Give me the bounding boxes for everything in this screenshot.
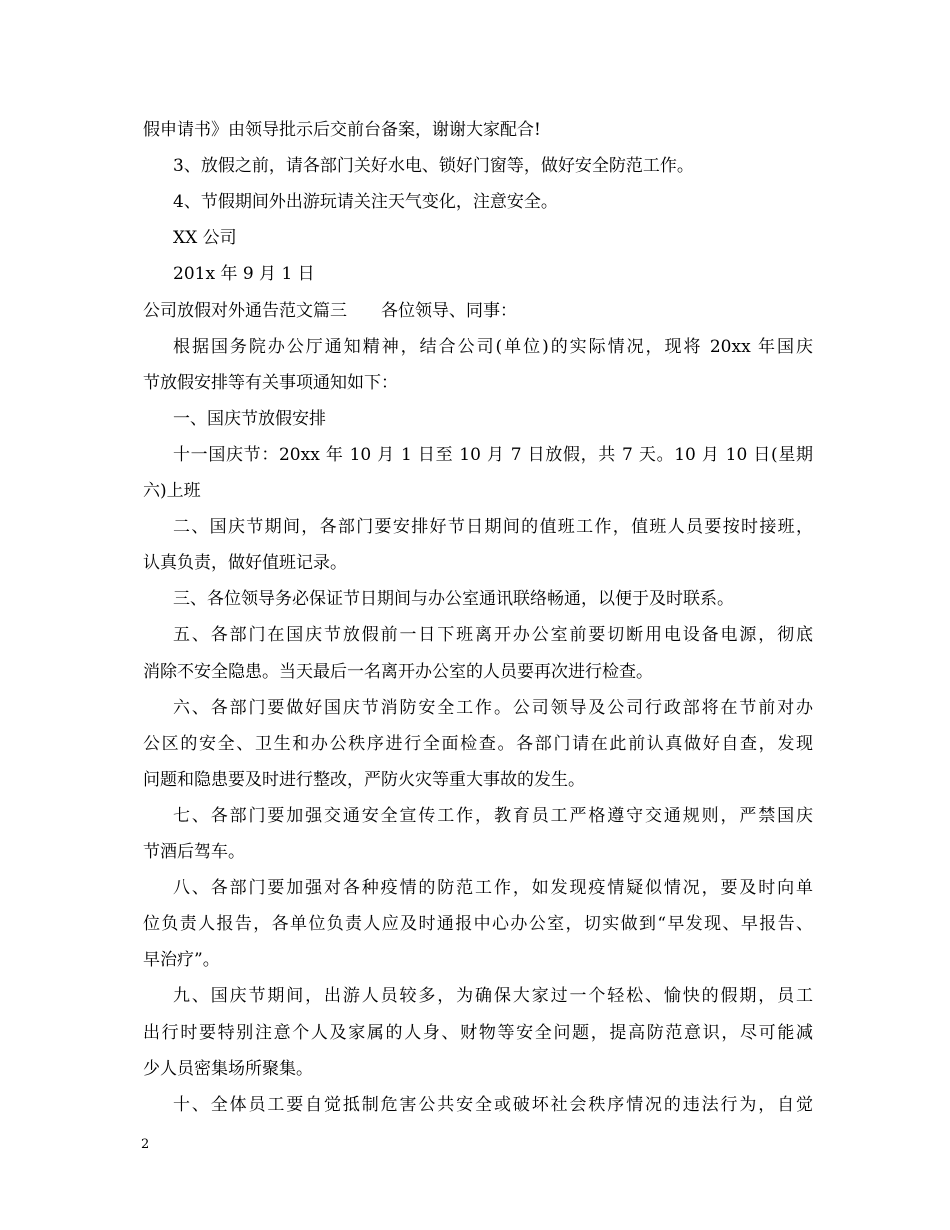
document-line: 二、国庆节期间，各部门要安排好节日期间的值班工作，值班人员要按时接班， — [173, 517, 813, 538]
document-line: 假申请书》由领导批示后交前台备案，谢谢大家配合! — [143, 120, 541, 140]
document-line: 公司放假对外通告范文篇三 各位领导、同事： — [143, 300, 517, 321]
document-line: 少人员密集场所聚集。 — [143, 1058, 313, 1079]
document-line: 节酒后驾车。 — [143, 842, 245, 862]
document-line: 3、放假之前，请各部门关好水电、锁好门窗等，做好安全防范工作。 — [173, 156, 694, 177]
document-line: 根据国务院办公厅通知精神，结合公司(单位)的实际情况，现将 20xx 年国庆 — [173, 336, 813, 357]
document-line: 一、国庆节放假安排 — [173, 408, 326, 429]
document-line: 早治疗”。 — [143, 950, 220, 971]
page-number: 2 — [141, 1137, 150, 1152]
document-line: 节放假安排等有关事项通知如下： — [143, 372, 398, 393]
document-line: 六、各部门要做好国庆节消防安全工作。公司领导及公司行政部将在节前对办 — [173, 697, 813, 718]
document-line: 问题和隐患要及时进行整改，严防火灾等重大事故的发生。 — [143, 769, 585, 790]
document-line: 消除不安全隐患。当天最后一名离开办公室的人员要再次进行检查。 — [143, 661, 653, 682]
document-line: 认真负责，做好值班记录。 — [143, 553, 347, 574]
document-line: 八、各部门要加强对各种疫情的防范工作，如发现疫情疑似情况，要及时向单 — [173, 878, 813, 899]
document-line: 十、全体员工要自觉抵制危害公共安全或破坏社会秩序情况的违法行为，自觉 — [173, 1094, 813, 1115]
document-line: 十一国庆节：20xx 年 10 月 1 日至 10 月 7 日放假，共 7 天。10 月 10 日(星期 — [173, 444, 813, 465]
document-line: 七、各部门要加强交通安全宣传工作，教育员工严格遵守交通规则，严禁国庆 — [173, 805, 813, 826]
document-line: 五、各部门在国庆节放假前一日下班离开办公室前要切断用电设备电源，彻底 — [173, 625, 813, 646]
document-line: 九、国庆节期间，出游人员较多，为确保大家过一个轻松、愉快的假期，员工 — [173, 986, 813, 1007]
document-line: 4、节假期间外出游玩请关注天气变化，注意安全。 — [173, 192, 558, 213]
document-line: XX 公司 — [173, 228, 237, 249]
document-line: 三、各位领导务必保证节日期间与办公室通讯联络畅通，以便于及时联系。 — [173, 589, 734, 610]
document-line: 位负责人报告，各单位负责人应及时通报中心办公室，切实做到“早发现、早报告、 — [143, 914, 813, 935]
document-line: 201x 年 9 月 1 日 — [173, 264, 315, 285]
document-line: 六)上班 — [143, 481, 201, 501]
document-line: 公区的安全、卫生和办公秩序进行全面检查。各部门请在此前认真做好自查，发现 — [143, 733, 813, 754]
document-line: 出行时要特别注意个人及家属的人身、财物等安全问题，提高防范意识，尽可能减 — [143, 1022, 813, 1043]
